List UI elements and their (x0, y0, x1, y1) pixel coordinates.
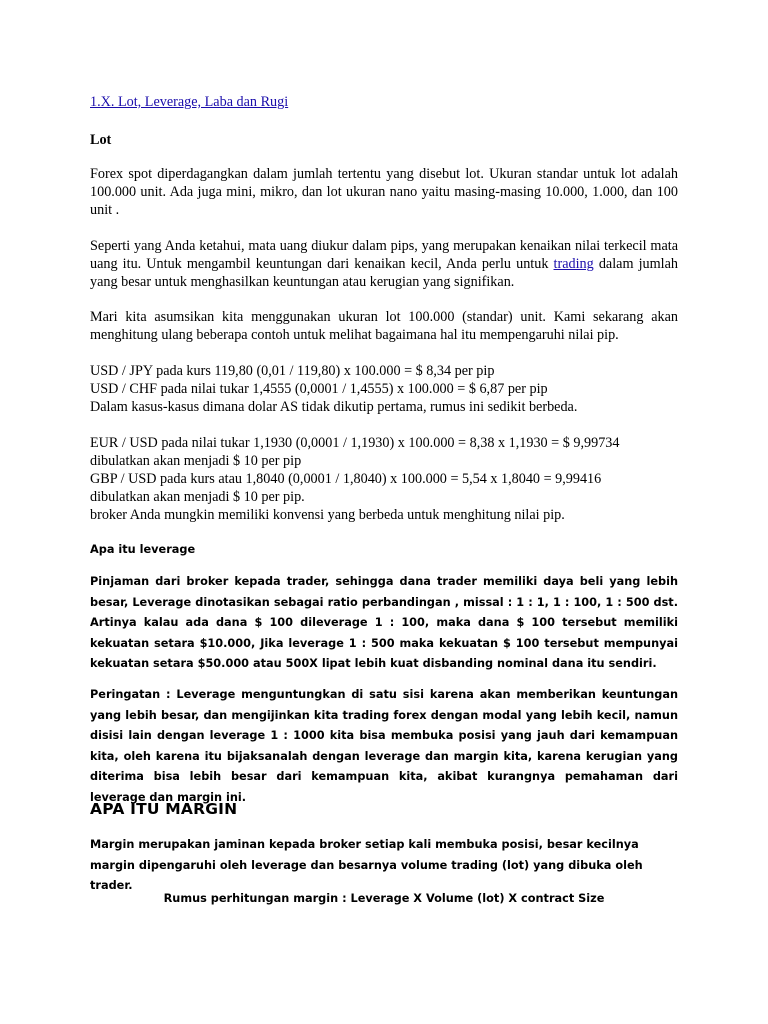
calc-line: EUR / USD pada nilai tukar 1,1930 (0,0001 / 1,1930) x 100.000 = 8,38 x 1,1930 = $ 9,99734 (90, 435, 620, 451)
title-paragraph (90, 93, 678, 111)
trading-link[interactable]: trading (553, 256, 594, 272)
calc-line: GBP / USD pada kurs atau 1,8040 (0,0001 / 1,8040) x 100.000 = 5,54 x 1,8040 = 9,99416 (90, 471, 602, 487)
pips-paragraph (90, 237, 678, 291)
calc-line: Dalam kasus-kasus dimana dolar AS tidak dikutip pertama, rumus ini sedikit berbeda. (90, 399, 578, 415)
title-link[interactable]: 1.X. Lot, Leverage, Laba dan Rugi (90, 94, 289, 110)
leverage-paragraph: Pinjaman dari broker kepada trader, sehingga dana trader memiliki daya beli yang lebih besar, Leverage dinotasikan sebagai ratio perbandingan , missal : 1 : 1, 1 : 100, 1 : 500 dst. Artinya kalau ada dana $ 100 dileverage 1 : 100, maka dana $ 100 tersebut memiliki kekuatan setara $10.000, Jika leverage 1 : 500 maka kekuatan $ 100 tersebut mempunyai kekuatan setara $50.000 atau 500X lipat lebih kuat disbanding nominal dana itu sendiri. (90, 575, 678, 670)
lot-heading: Lot (90, 132, 112, 148)
calc-line: dibulatkan akan menjadi $ 10 per pip. (90, 489, 305, 505)
leverage-heading: Apa itu leverage (90, 543, 196, 556)
calc-line: broker Anda mungkin memiliki konvensi yang berbeda untuk menghitung nilai pip. (90, 507, 565, 523)
calc-block-1 (90, 362, 678, 416)
calc-line: USD / JPY pada kurs 119,80 (0,01 / 119,80) x 100.000 = $ 8,34 per pip (90, 363, 495, 379)
margin-formula: Rumus perhitungan margin : Leverage X Volume (lot) X contract Size (163, 892, 605, 905)
margin-heading: APA ITU MARGIN (90, 800, 238, 818)
margin-paragraph: Margin merupakan jaminan kepada broker setiap kali membuka posisi, besar kecilnya margin dipengaruhi oleh leverage dan besarnya volume trading (lot) yang dibuka oleh trader. (90, 838, 643, 892)
pips-text-after: dalam jumlah yang besar untuk menghasilkan keuntungan atau kerugian yang signifikan. (90, 256, 678, 290)
calc-block-2 (90, 434, 678, 524)
calc-line: dibulatkan akan menjadi $ 10 per pip (90, 453, 302, 469)
assume-paragraph: Mari kita asumsikan kita menggunakan ukuran lot 100.000 (standar) unit. Kami sekarang akan menghitung ulang beberapa contoh untuk melihat bagaimana hal itu mempengaruhi nilai pip. (90, 309, 678, 343)
lot-paragraph: Forex spot diperdagangkan dalam jumlah tertentu yang disebut lot. Ukuran standar untuk lot adalah 100.000 unit. Ada juga mini, mikro, dan lot ukuran nano yaitu masing-masing 10.000, 1.000, dan 100 unit . (90, 166, 678, 218)
calc-line: USD / CHF pada nilai tukar 1,4555 (0,0001 / 1,4555) x 100.000 = $ 6,87 per pip (90, 381, 548, 397)
pips-text-before: Seperti yang Anda ketahui, mata uang diukur dalam pips, yang merupakan kenaikan nilai terkecil mata uang itu. Untuk mengambil keuntungan dari kenaikan kecil, Anda perlu untuk (90, 238, 678, 272)
warning-paragraph: Peringatan : Leverage menguntungkan di satu sisi karena akan memberikan keuntungan yang lebih besar, dan mengijinkan kita trading forex dengan modal yang lebih kecil, namun disisi lain dengan leverage 1 : 1000 kita bisa membuka posisi yang jauh dari kemampuan kita, oleh karena itu bijaksanalah dengan leverage dan margin kita, karena kerugian yang diterima bisa lebih besar dari kemampuan kita, akibat kurangnya pemahaman dari leverage dan margin ini. (90, 688, 678, 804)
